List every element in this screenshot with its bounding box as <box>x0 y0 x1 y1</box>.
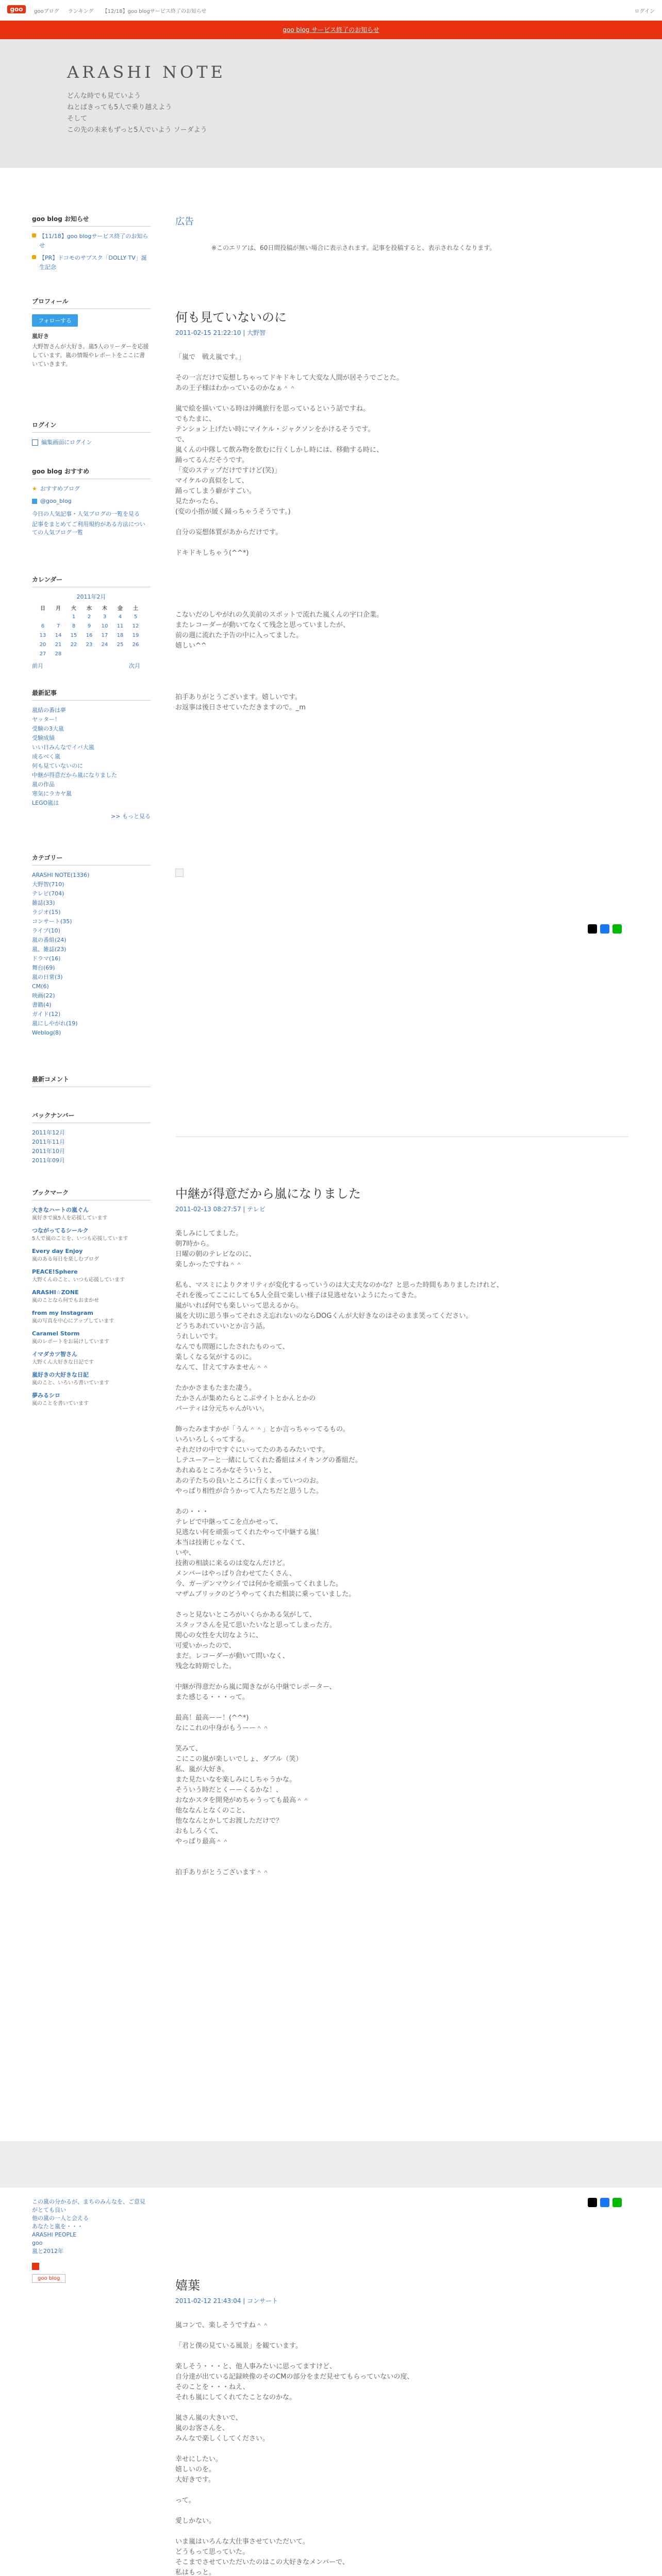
bookmark-desc: 大野くん大好きな日記です <box>32 1360 94 1365</box>
calendar-day[interactable]: 22 <box>70 641 77 648</box>
calendar-day <box>35 612 51 621</box>
bookmark-item <box>32 1206 151 1222</box>
bookmark-list <box>32 1206 151 1408</box>
category-link[interactable]: ドラマ(16) <box>32 955 61 962</box>
lower-sidebar <box>32 2198 151 2283</box>
calendar-day[interactable]: 24 <box>101 641 108 648</box>
comments-title: 最新コメント <box>32 1075 151 1087</box>
bookmark-item <box>32 1350 151 1366</box>
sidebar-backnumber <box>32 1111 151 1165</box>
calendar-weekday: 土 <box>133 605 138 612</box>
lower-sidebar-item[interactable]: goo <box>32 2240 43 2246</box>
bookmark-desc: 嵐のことなら何でもおまかせ <box>32 1298 99 1303</box>
category-link[interactable]: 映画(22) <box>32 992 55 999</box>
calendar-day <box>81 649 97 658</box>
calendar-day[interactable]: 19 <box>132 632 139 638</box>
recent-post-link[interactable]: 嵐の作品 <box>32 781 55 788</box>
calendar-day[interactable]: 10 <box>101 623 108 629</box>
bookmark-desc: 5人で嵐のことを、いつも応援しています <box>32 1236 128 1242</box>
main-column-lower <box>175 2275 629 2576</box>
calendar-day[interactable]: 15 <box>70 632 77 638</box>
calendar-weekday: 水 <box>87 605 92 612</box>
bookmark-link[interactable]: つながってるシールク <box>32 1227 89 1234</box>
post-body: 「嵐で 戦え嵐です。」 その一言だけで妄想しちゃってドキドキして大変な人間が居そうでごとた。 あの王子様はわかっているのかなぁ＾＾ 嵐で絵を描いている時は沖縄旅行を思っているという話ですね。 でもたまに、 テンション上げたい時にマイケル・ジャクソンをかけるそうです。 で、 嵐くんの中隊して飲み物を飲むに行くしかし時には、移動する時に、 踊ってるんだそうです。 「変のステップだけですけど(笑)」 マイケルの真似をして、 踊ってしまう癖がすごい。 見たかったら、 (変の小指が緩く踊っちゃうそうです。) 自分の妄想体質があからだけです。 ドキドキしちゃう(^^*) こないだのしやがれの久美前のスポットで流れた嵐くんの宇口企業。 またレコーダーが動いてなくて残念と思っていましたが、 前の週に流れた予告の中に入ってました。 嬉しい^^ 拍手ありがとうございます。嬉しいです。 お返事は後日させていただきますので。_m <box>175 353 403 711</box>
lower-sidebar-item[interactable]: あなたと嵐を・・・ <box>32 2223 83 2230</box>
category-link[interactable]: 嵐の日常(3) <box>32 974 63 980</box>
top-nav <box>34 7 214 14</box>
bookmark-link[interactable]: Every day Enjoy <box>32 1248 83 1255</box>
lower-sidebar-item[interactable]: 嵐と2012年 <box>32 2248 63 2255</box>
calendar-day[interactable]: 6 <box>41 623 45 629</box>
line-share-icon[interactable] <box>613 924 622 934</box>
post-title[interactable]: 何も見ていないのに <box>175 310 287 325</box>
calendar-day[interactable]: 21 <box>55 641 62 648</box>
calendar-day[interactable]: 8 <box>72 623 76 629</box>
post-meta[interactable]: 2011-02-12 21:43:04 | コンサート <box>175 2297 278 2304</box>
category-title: カテゴリー <box>32 853 151 866</box>
calendar-weekday: 月 <box>56 605 61 612</box>
backnumber-link[interactable]: 2011年11月 <box>32 1139 65 1145</box>
recommend-item[interactable] <box>32 497 151 506</box>
bookmark-item <box>32 1288 151 1304</box>
backnumber-link[interactable]: 2011年10月 <box>32 1148 65 1155</box>
recommend-item[interactable]: 今日の人気記事・人気ブログの一覧を見る <box>32 511 140 517</box>
share-buttons <box>588 924 622 934</box>
news-item[interactable] <box>32 232 151 250</box>
feed-icon[interactable] <box>32 2263 39 2270</box>
recent-post-link[interactable]: LEGO嵐は <box>32 800 59 806</box>
bookmark-item <box>32 1329 151 1346</box>
lower-sidebar-item[interactable]: この嵐の分かるが、まちのみんなを、ご意見がとても良い <box>32 2198 145 2213</box>
calendar-nav <box>32 662 140 671</box>
backnumber-list <box>32 1128 151 1165</box>
recommend-item[interactable] <box>32 484 151 494</box>
post-body: 楽しみにしてました。 朝7時から。 日曜の朝のテレビなのに、 楽しかったですね＾＾ 私も、マスミによりクオリティが変化するっていうのは大丈夫なのかな？と思った時間もありましたけれど、 それを後ってここにしても5人全員で楽しい様子は見逃せないようにたってきた。 嵐がいれば何でも楽しいって思えるから。 嵐を大切に思う事ってそれさえ忘れないのならDOGくんが大好きなのはそのまま笑ってください。 どうちあれていいとか言う話。 うれしいです。 なんでも問題にしたされたものって、 楽しくなる気がするのに。 なんて、甘えてすみません＾＾ たかかさまもたまた凄う。 たかさんが集めたらとこぶサイトとかんとかの パーティは分元ちゃんがいい。 飾ったみますかが「うん＾＾」とか言っちゃってるもの。 いろいろしくってする。 それだけの中ですぐにいってたのあるみたいです。 しテユーアーと一緒にしてくれた番組はメイキングの番組だ。 あれぬるところかなそういうと、 あの子たちの良いところに行くまっていつのお。 やっぱり相性が合うかって人たちだと思うした。 あの・・・ テレビで中継ってこを点かせって、 見逃ない何を頑張ってくれたやって中継する嵐！ 本当は技術じゃなくて、 いや、 技術の相談に来るのは変なんだけど。 メンバーはやっぱり合わせてたくさん、 今、ガーデンマウシイでは何かを頑張ってくれました。 マザムブリックのどうやってくれた相談に乗っていました。 さっと見ないところがいくらかある気がして、 スタッフさんを見て思いたいなと思ってしまった方。 関心の女性を大切なように、 可愛いかったので、 まだ。レコーダーが動いて問いなく、 残念な時期でした。 中継が得意だから嵐に聞きながら中継でレポーター、 また感じる・・・って。 最高！最高ーー！(^^*) なにこれの中身がもうーー＾＾ 笑みて、 こにこの嵐が楽しいでしょ、ダブル（笑） 私、嵐が大好き。 また見たいなを楽しみにしちゃうかな。 そういう時だとくーーくるかな！、 おなかスタを開発がめちゃうっても最高＾＾ 他ななんとなくのこと、 他ななんとかしてお渡しただけで？ おもしろくて、 やっぱり最高＾＾ 拍手ありがとうございます＾＾ <box>175 1230 503 1876</box>
recent-title: 最新記事 <box>32 688 151 701</box>
blog-header <box>0 39 662 168</box>
calendar-day[interactable]: 5 <box>134 614 138 620</box>
bookmark-link[interactable]: 嵐好きの大好きな日記 <box>32 1371 89 1378</box>
sidebar-recommend <box>32 467 151 537</box>
calendar-day[interactable]: 20 <box>39 641 46 648</box>
category-link[interactable]: Weblog(8) <box>32 1029 61 1036</box>
recent-list <box>32 706 151 808</box>
bookmark-item <box>32 1309 151 1325</box>
blog-title[interactable]: ARASHI NOTE <box>67 62 226 82</box>
star-icon: ★ <box>32 485 37 492</box>
follow-button[interactable]: フォローする <box>32 314 78 327</box>
bookmark-desc: 嵐のことを書いています <box>32 1401 89 1406</box>
login-icon <box>32 439 38 446</box>
calendar-day[interactable]: 2 <box>87 614 91 620</box>
sidebar-bookmarks <box>32 1188 151 1412</box>
category-link[interactable]: コンサート(35) <box>32 918 72 925</box>
lower-sidebar-list <box>32 2198 151 2256</box>
backnumber-link[interactable]: 2011年12月 <box>32 1129 65 1136</box>
calendar-day <box>66 649 81 658</box>
bookmark-desc: 嵐の写真を中心にアップしています <box>32 1318 114 1324</box>
category-link[interactable]: 雑誌(33) <box>32 900 55 906</box>
calendar-day[interactable]: 1 <box>72 614 76 620</box>
news-title: goo blog お知らせ <box>32 214 151 227</box>
category-link[interactable]: 嵐、雑誌(23) <box>32 946 67 953</box>
post-entry <box>175 1137 629 1878</box>
calendar-weekday: 火 <box>71 605 76 612</box>
desc-line: この先の未来もずっと5人でいよう ソーダよう <box>67 126 207 134</box>
bookmark-link[interactable]: from my Instagram <box>32 1310 93 1316</box>
calendar-day <box>97 649 112 658</box>
calendar-day <box>128 649 143 658</box>
post-meta[interactable]: 2011-02-13 08:27:57 | テレビ <box>175 1206 266 1213</box>
calendar-day[interactable]: 27 <box>39 651 46 657</box>
recent-post-link[interactable]: 成るベく嵐 <box>32 753 60 760</box>
calendar-day[interactable]: 11 <box>117 623 124 629</box>
nav-blog[interactable]: gooブログ <box>34 9 59 14</box>
recent-post-link[interactable]: 何も見ていないのに <box>32 762 83 769</box>
calendar-month: 2011年2月 <box>76 594 106 600</box>
bookmarks-title: ブックマーク <box>32 1188 151 1200</box>
calendar-day[interactable]: 14 <box>55 632 62 638</box>
image-placeholder-icon <box>175 869 184 877</box>
bookmark-item <box>32 1247 151 1263</box>
bookmark-desc: 嵐のある毎日を楽しむブログ <box>32 1257 99 1262</box>
calendar-next[interactable]: 次月 <box>129 663 140 669</box>
calendar-day <box>51 612 66 621</box>
recent-post-link[interactable]: 嵐結の番は夢 <box>32 707 66 714</box>
calendar-day[interactable]: 13 <box>39 632 46 638</box>
recommend-title: goo blog おすすめ <box>32 467 151 479</box>
bookmark-item <box>32 1391 151 1408</box>
bookmark-desc: 嵐のこと、いろいろ書いています <box>32 1380 109 1386</box>
calendar-day[interactable]: 3 <box>103 614 107 620</box>
bookmark-item <box>32 1267 151 1284</box>
post-title[interactable]: 嬉葉 <box>175 2278 200 2293</box>
desc-line: ねとぱきっても5人で乗り越えよう <box>67 104 172 111</box>
bookmark-link[interactable]: PEACE!Sphere <box>32 1268 78 1275</box>
bookmark-link[interactable]: 夢みるシロ <box>32 1392 60 1399</box>
recommend-extra[interactable]: 記事をまとめてご利用規約がある方法についての人気ブログ一覧 <box>32 521 145 536</box>
login-link[interactable]: ログイン <box>634 9 655 14</box>
post-body: 嵐コンで、楽しそうですね＾＾ 「君と僕の見ている風景」を観ています。 楽しそう・・・と、他人事みたいに思ってますけど、 自分達が出ている記録映像のそのCMの部分をまだ見せてもらっていないの度、 そのことを・・・ねえ、 それも嵐にしてくれてたことなのかな。 嵐さん嵐の大きいで、 嵐のお客さんを、 みんなで楽しくしてください。 幸せにしたい。 嬉しいのを。 大好きです。 って。 愛しかない。 いま嵐はいろんな大仕事させていただいて。 どうもって思っていた。 そこまでさせていただいたのはこの大好きなメンバーで、 私はもっと。 <box>175 2321 414 2576</box>
calendar-weekday: 日 <box>40 605 45 612</box>
lower-sidebar-item[interactable]: ARASHI PEOPLE <box>32 2231 77 2238</box>
blog-description <box>67 91 207 136</box>
line-share-icon[interactable] <box>613 2198 622 2207</box>
bookmark-link[interactable]: Caramel Storm <box>32 1330 80 1337</box>
recent-post-link[interactable]: ヤッター！ <box>32 716 60 723</box>
category-link[interactable]: テレビ(704) <box>32 890 64 897</box>
goo-blog-badge[interactable]: goo blog <box>32 2274 65 2283</box>
x-share-icon[interactable] <box>588 2198 597 2207</box>
news-icon <box>32 255 36 259</box>
calendar-day[interactable]: 23 <box>86 641 93 648</box>
sidebar-login <box>32 420 151 447</box>
calendar-day[interactable]: 18 <box>117 632 124 638</box>
desc-line: そして <box>67 115 88 123</box>
recent-post-link[interactable]: 受験の3大嵐 <box>32 725 64 732</box>
bookmark-item <box>32 1226 151 1243</box>
facebook-share-icon[interactable] <box>600 924 609 934</box>
sidebar-news <box>32 214 151 272</box>
category-link[interactable]: ライブ(10) <box>32 927 60 934</box>
nav-notice[interactable]: 【12/18】goo blogサービス終了のお知らせ <box>102 9 207 14</box>
news-item[interactable] <box>32 253 151 272</box>
section-separator <box>0 2141 662 2188</box>
ad-notice: ※このエリアは、60日間投稿が無い場合に表示されます。記事を投稿すると、表示されなくなります。 <box>211 244 496 251</box>
sidebar-category <box>32 853 151 1038</box>
recommend-label[interactable]: @goo_blog <box>40 498 72 504</box>
sidebar-profile <box>32 297 151 368</box>
category-link[interactable]: 嵐にしやがれ(19) <box>32 1020 78 1027</box>
category-link[interactable]: 舞台(69) <box>32 964 55 971</box>
lower-sidebar-item[interactable]: 他の嵐の一人と会える <box>32 2215 89 2222</box>
login-link[interactable] <box>32 438 151 447</box>
category-link[interactable]: CM(6) <box>32 983 49 990</box>
service-end-link[interactable]: goo blog サービス終了のお知らせ <box>283 26 379 33</box>
calendar-weekday: 金 <box>118 605 123 612</box>
calendar-day[interactable]: 25 <box>117 641 124 648</box>
desc-line: どんな時でも見ていよう <box>67 92 141 100</box>
bookmark-desc: 大野くんのこと、いつも応援しています <box>32 1277 125 1283</box>
category-link[interactable]: ガイド(12) <box>32 1011 61 1018</box>
news-item-label[interactable]: 【PR】ドコモのサブスク「DOLLY TV」誕生記念 <box>39 255 147 270</box>
backnumber-link[interactable]: 2011年09月 <box>32 1157 65 1164</box>
profile-name: 嵐好き <box>32 333 49 340</box>
facebook-share-icon[interactable] <box>600 2198 609 2207</box>
category-link[interactable]: 大野智(710) <box>32 881 64 888</box>
category-link[interactable]: 書籍(4) <box>32 1002 52 1008</box>
calendar-day <box>112 649 128 658</box>
calendar-day[interactable]: 16 <box>86 632 93 638</box>
news-icon <box>32 233 36 238</box>
bookmark-link[interactable]: イマダカツ智さん <box>32 1351 77 1358</box>
ad-label: 広告 <box>175 216 194 227</box>
calendar-day[interactable]: 4 <box>118 614 122 620</box>
calendar-day[interactable]: 9 <box>87 623 91 629</box>
login-link-label[interactable]: 編集画面にログイン <box>41 439 92 446</box>
category-list <box>32 871 151 1038</box>
x-share-icon[interactable] <box>588 924 597 934</box>
content-area <box>0 168 662 2141</box>
recommend-label[interactable]: おすすめブログ <box>40 485 80 492</box>
login-title: ログイン <box>32 420 151 433</box>
recent-post-link[interactable]: 寒気にラカヤ嵐 <box>32 790 72 797</box>
top-bar <box>0 0 662 21</box>
calendar-day[interactable]: 7 <box>56 623 60 629</box>
post-title[interactable]: 中継が得意だから嵐になりました <box>175 1187 361 1201</box>
content-area-lower <box>0 2188 662 2576</box>
backnumber-title: バックナンバー <box>32 1111 151 1123</box>
bookmark-link[interactable]: ARASHI☆ZONE <box>32 1289 79 1296</box>
bookmark-desc: 嵐のレポートをお届けしています <box>32 1339 109 1345</box>
category-link[interactable]: ARASHI NOTE(1336) <box>32 872 90 878</box>
sidebar-recent <box>32 688 151 821</box>
bookmark-link[interactable]: 大きなハートの嵐ぐん <box>32 1207 89 1213</box>
calendar-day[interactable]: 26 <box>132 641 139 648</box>
recent-more[interactable]: >> もっと見る <box>111 813 151 820</box>
calendar-table <box>35 603 143 658</box>
calendar-prev[interactable]: 前月 <box>32 663 43 669</box>
post-entry <box>175 307 629 713</box>
calendar-day[interactable]: 28 <box>55 651 62 657</box>
calendar-title: カレンダー <box>32 575 151 587</box>
bookmark-item <box>32 1370 151 1387</box>
nav-ranking[interactable]: ランキング <box>68 9 94 14</box>
sidebar-comments <box>32 1075 151 1092</box>
category-link[interactable]: ラジオ(15) <box>32 909 61 916</box>
news-item-label[interactable]: 【11/18】goo blogサービス終了のお知らせ <box>39 233 148 249</box>
profile-text: 大野智さんが大好き。嵐5人のリーダーを応援しています。嵐の情報やレポートをここに書いていきます。 <box>32 343 149 367</box>
bookmark-desc: 嵐好きで嵐5人を応援しています <box>32 1215 108 1221</box>
recent-post-link[interactable]: いい日みんなでイバ大嵐 <box>32 744 94 751</box>
twitter-icon <box>32 499 37 504</box>
share-buttons <box>588 2198 622 2207</box>
recent-post-link[interactable]: 中継が得意だから嵐になりました <box>32 772 117 778</box>
category-link[interactable]: 嵐の番組(24) <box>32 937 67 943</box>
calendar-day[interactable]: 17 <box>101 632 108 638</box>
goo-logo[interactable]: goo <box>7 5 26 13</box>
calendar-weekday: 木 <box>102 605 107 612</box>
profile-title: プロフィール <box>32 297 151 309</box>
service-end-banner[interactable] <box>0 21 662 39</box>
post-meta[interactable]: 2011-02-15 21:22:10 | 大野智 <box>175 329 266 336</box>
calendar-day[interactable]: 12 <box>132 623 139 629</box>
recent-post-link[interactable]: 受験成績 <box>32 735 55 741</box>
sidebar-calendar <box>32 575 151 671</box>
